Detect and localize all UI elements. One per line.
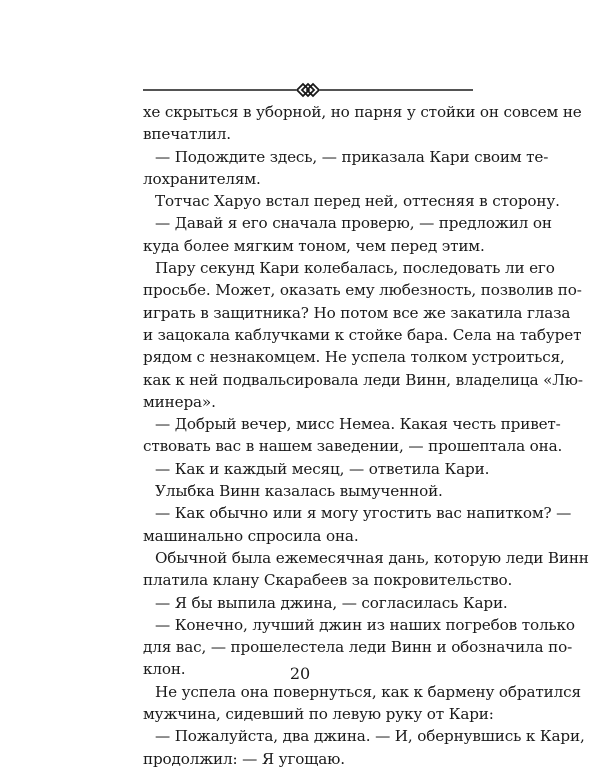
text-line: машинально спросила она. [143, 526, 359, 545]
text-line: лохранителям. [143, 169, 261, 188]
text-line: ствовать вас в нашем заведении, — прошептала она. [143, 437, 563, 456]
text-line: куда более мягким тоном, чем перед этим. [143, 236, 485, 255]
text-line: минера». [143, 392, 216, 411]
text-line: — Как и каждый месяц, — ответила Кари. [155, 459, 490, 478]
text-line: платила клану Скарабеев за покровительство. [143, 571, 513, 590]
text-line: продолжил: — Я угощаю. [143, 749, 345, 768]
text-line: Пару секунд Кари колебалась, последовать ли его [155, 259, 555, 278]
page-number: 20 [289, 664, 311, 683]
text-line: хе скрыться в уборной, но парня у стойки он совсем не [143, 103, 582, 121]
text-line: — Добрый вечер, мисс Немеа. Какая честь привет- [155, 415, 561, 434]
text-line: впечатлил. [143, 125, 231, 144]
text-line: для вас, — прошелестела леди Винн и обозначила по- [143, 638, 573, 657]
text-line: просьбе. Может, оказать ему любезность, позволив по- [143, 281, 582, 300]
text-line: Не успела она повернуться, как к бармену обратился [155, 682, 581, 701]
text-line: — Давай я его сначала проверю, — предложил он [155, 214, 552, 233]
text-line: клон. [143, 660, 186, 679]
text-line: — Пожалуйста, два джина. — И, обернувшись к Кари, [155, 727, 585, 746]
text-line: Улыбка Винн казалась вымученной. [155, 482, 443, 501]
text-line: — Я бы выпила джина, — согласилась Кари. [155, 593, 508, 612]
text-line: мужчина, сидевший по левую руку от Кари: [143, 705, 494, 724]
text-line: Обычной была ежемесячная дань, которую леди Винн [155, 548, 589, 567]
text-line: играть в защитника? Но потом все же закатила глаза [143, 303, 571, 322]
text-line: — Как обычно или я могу угостить вас напитком? — [155, 504, 572, 523]
text-line: как к ней подвальсировала леди Винн, владелица «Лю- [143, 370, 583, 389]
text-line: рядом с незнакомцем. Не успела толком устроиться, [143, 348, 565, 367]
text-line: Тотчас Харуо встал перед ней, оттесняя в сторону. [155, 192, 560, 211]
text-line: и зацокала каблучками к стойке бара. Села на табурет [143, 325, 582, 344]
diamond-knot-divider-icon [143, 80, 473, 100]
text-line: — Подождите здесь, — приказала Кари своим те- [155, 147, 549, 166]
text-line: — Конечно, лучший джин из наших погребов только [155, 615, 575, 634]
